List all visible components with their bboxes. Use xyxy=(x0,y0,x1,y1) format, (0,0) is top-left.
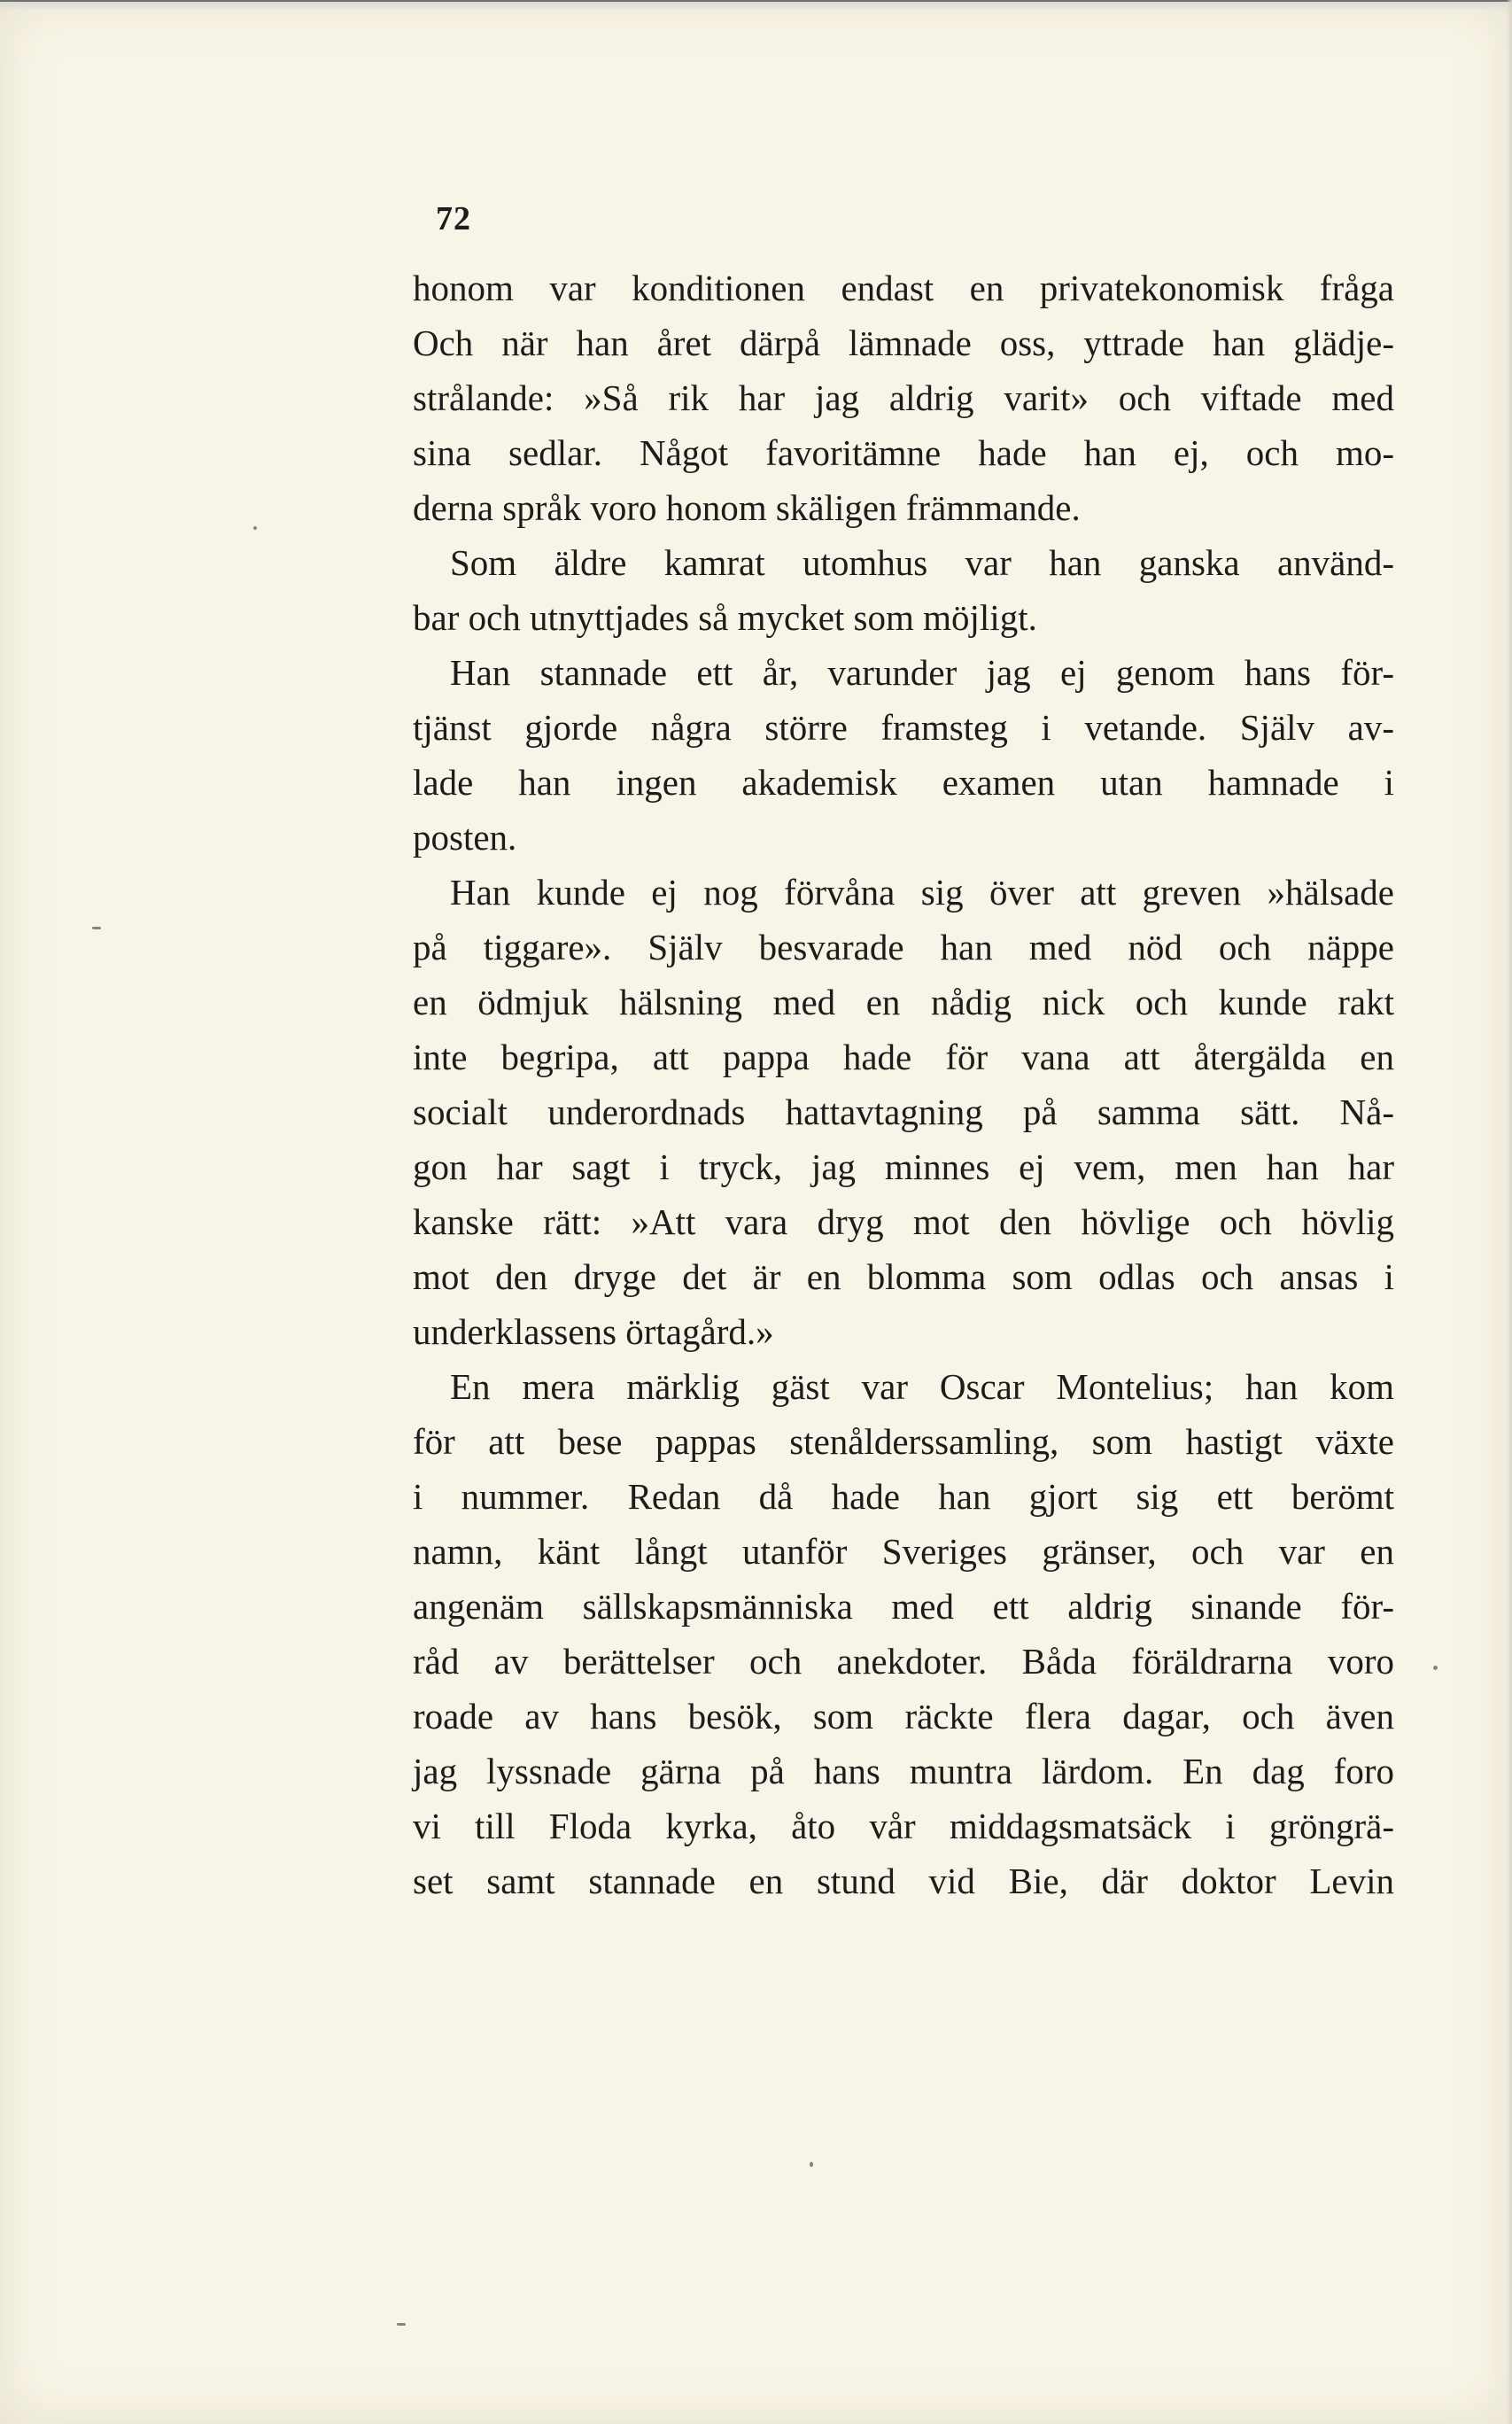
text-line: jag lyssnade gärna på hans muntra lärdom. En dag foro xyxy=(413,1751,1394,1791)
text-line: i nummer. Redan då hade han gjort sig ett berömt xyxy=(413,1476,1394,1517)
text-line: lade han ingen akademisk examen utan hamnade i xyxy=(413,762,1394,803)
text-line: en ödmjuk hälsning med en nådig nick och kunde rakt xyxy=(413,982,1394,1022)
text-line: råd av berättelser och anekdoter. Båda föräldrarna voro xyxy=(413,1641,1394,1682)
text-line: namn, känt långt utanför Sveriges gränser, och var en xyxy=(413,1531,1394,1572)
text-line: för att bese pappas stenålderssamling, som hastigt växte xyxy=(413,1421,1394,1462)
text-line: derna språk voro honom skäligen främmande. xyxy=(413,487,1081,528)
text-line: Som äldre kamrat utomhus var han ganska använd- xyxy=(450,542,1394,583)
text-line: gon har sagt i tryck, jag minnes ej vem, men han har xyxy=(413,1146,1394,1187)
page-top-edge xyxy=(0,0,1512,11)
text-line: angenäm sällskapsmänniska med ett aldrig sinande för- xyxy=(413,1586,1394,1627)
text-line: bar och utnyttjades så mycket som möjligt. xyxy=(413,597,1037,638)
paper-speck xyxy=(397,2323,406,2326)
body-text xyxy=(413,260,1394,1908)
text-line: tjänst gjorde några större framsteg i vetande. Själv av- xyxy=(413,707,1394,748)
text-line: på tiggare». Själv besvarade han med nöd och näppe xyxy=(413,927,1394,967)
text-line: kanske rätt: »Att vara dryg mot den hövlige och hövlig xyxy=(413,1201,1394,1242)
paper-speck xyxy=(1433,1666,1438,1670)
text-line: posten. xyxy=(413,817,517,858)
paper-speck xyxy=(253,526,257,530)
text-line: Han kunde ej nog förvåna sig över att greven »hälsade xyxy=(450,872,1394,913)
text-line: vi till Floda kyrka, åto vår middagsmatsäck i gröngrä- xyxy=(413,1806,1394,1846)
text-line: En mera märklig gäst var Oscar Montelius; han kom xyxy=(450,1366,1394,1407)
paper-speck xyxy=(92,927,101,929)
text-line: set samt stannade en stund vid Bie, där doktor Levin xyxy=(413,1861,1394,1901)
text-line: honom var konditionen endast en privatekonomisk fråga xyxy=(413,268,1394,308)
text-line: strålande: »Så rik har jag aldrig varit» och viftade med xyxy=(413,377,1394,418)
text-line: roade av hans besök, som räckte flera dagar, och även xyxy=(413,1696,1394,1736)
page-number: 72 xyxy=(436,200,471,237)
text-line: Och när han året därpå lämnade oss, yttrade han glädje- xyxy=(413,322,1394,363)
text-line: mot den dryge det är en blomma som odlas och ansas i xyxy=(413,1256,1394,1297)
paper-speck xyxy=(810,2162,813,2167)
page-right-edge xyxy=(1507,0,1512,2424)
text-line: underklassens örtagård.» xyxy=(413,1311,774,1352)
text-line: socialt underordnads hattavtagning på samma sätt. Nå- xyxy=(413,1092,1394,1132)
text-line: inte begripa, att pappa hade för vana att återgälda en xyxy=(413,1037,1394,1077)
text-line: Han stannade ett år, varunder jag ej genom hans för- xyxy=(450,652,1394,693)
text-line: sina sedlar. Något favoritämne hade han ej, och mo- xyxy=(413,432,1394,473)
